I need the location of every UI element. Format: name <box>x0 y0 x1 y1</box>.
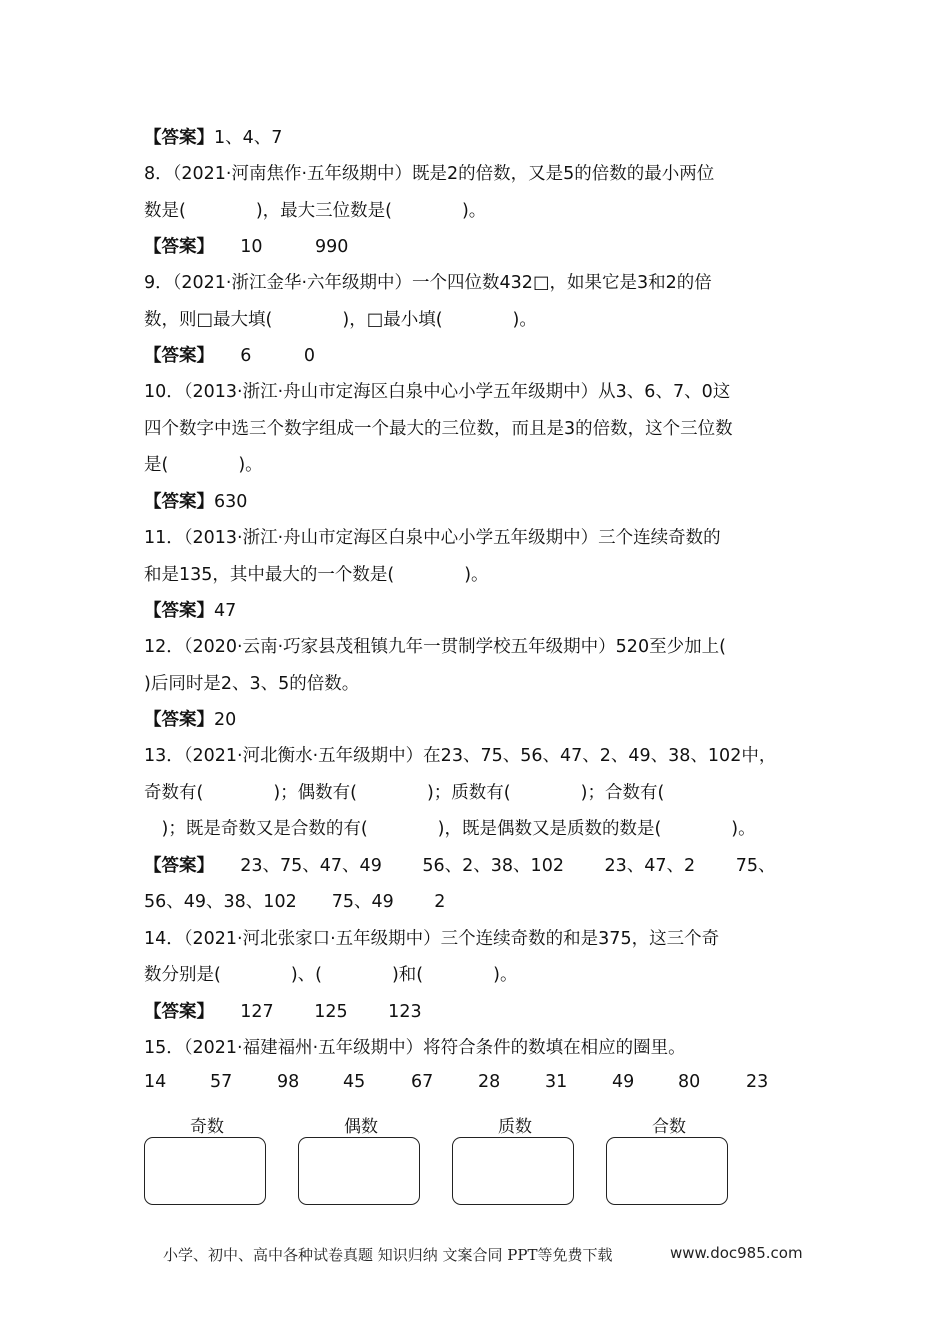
answer-tag: 【答案】 <box>144 346 206 366</box>
answer-line <box>144 854 776 878</box>
number-item: 14 <box>144 1072 167 1092</box>
question-line <box>144 963 517 987</box>
answer-box-even[interactable] <box>298 1137 420 1205</box>
answer-line <box>144 126 282 150</box>
line-text: 和是135，其中最大的一个数是( )。 <box>144 565 489 585</box>
line-text: 13．（2021·河北衡水·五年级期中）在23、75、56、47、2、49、38、102中， <box>144 746 777 766</box>
question-line <box>144 781 664 805</box>
answer-box-composite[interactable] <box>606 1137 728 1205</box>
answer-box-odd[interactable] <box>144 1137 266 1205</box>
line-text: 数是( )，最大三位数是( )。 <box>144 201 487 221</box>
answer-tag: 【答案】 <box>144 601 214 621</box>
line-text: 10．（2013·浙江·舟山市定海区白泉中心小学五年级期中）从3、6、7、0这 <box>144 382 731 402</box>
line-text: 是( )。 <box>144 455 263 475</box>
question-line <box>144 1036 686 1060</box>
number-item: 45 <box>343 1072 366 1092</box>
box-label-composite: 合数 <box>652 1117 686 1137</box>
line-text: 11．（2013·浙江·舟山市定海区白泉中心小学五年级期中）三个连续奇数的 <box>144 528 721 548</box>
footer-text: 小学、初中、高中各种试卷真题 知识归纳 文案合同 PPT等免费下载 <box>163 1246 613 1264</box>
answer-box-prime[interactable] <box>452 1137 574 1205</box>
question-line <box>144 526 721 550</box>
question-line <box>144 672 359 696</box>
line-text: )后同时是2、3、5的倍数。 <box>144 674 360 694</box>
box-label-odd: 奇数 <box>190 1117 224 1137</box>
answer-line <box>144 599 236 623</box>
number-item: 28 <box>478 1072 501 1092</box>
number-list <box>0 1072 950 1096</box>
footer-link[interactable]: www.doc985.com <box>670 1244 803 1262</box>
number-item: 49 <box>612 1072 635 1092</box>
line-text: 数分别是( )、( )和( )。 <box>144 965 518 985</box>
answer-tag: 【答案】 <box>144 710 214 730</box>
answer-line <box>144 235 348 259</box>
question-line <box>144 563 489 587</box>
box-label-prime: 质数 <box>498 1117 532 1137</box>
question-line <box>144 417 733 441</box>
answer-line <box>144 344 315 368</box>
line-text: 23、75、47、49 56、2、38、102 23、47、2 75、 <box>205 856 776 876</box>
question-line <box>144 635 726 659</box>
answer-tag: 【答案】 <box>144 128 214 148</box>
line-text: 8．（2021·河南焦作·五年级期中）既是2的倍数，又是5的倍数的最小两位 <box>144 164 715 184</box>
question-line <box>144 453 263 477</box>
line-text: 数，则□最大填( )，□最小填( )。 <box>144 310 537 330</box>
line-text: 12．（2020·云南·巧家县茂租镇九年一贯制学校五年级期中）520至少加上( <box>144 637 726 657</box>
box-label-even: 偶数 <box>344 1117 378 1137</box>
line-text: 6 0 <box>205 346 316 366</box>
line-text: 1、4、7 <box>214 128 283 148</box>
line-text: 10 990 <box>205 237 349 257</box>
line-text: 四个数字中选三个数字组成一个最大的三位数，而且是3的倍数，这个三位数 <box>144 419 733 439</box>
question-line <box>144 271 712 295</box>
answer-tag: 【答案】 <box>144 856 206 876</box>
question-line <box>144 308 537 332</box>
line-text: 15．（2021·福建福州·五年级期中）将符合条件的数填在相应的圈里。 <box>144 1038 686 1058</box>
answer-tag: 【答案】 <box>144 1002 206 1022</box>
line-text: 20 <box>214 710 237 730</box>
question-line <box>144 817 756 841</box>
line-text: 9．（2021·浙江金华·六年级期中）一个四位数432□，如果它是3和2的倍 <box>144 273 712 293</box>
answer-line <box>144 490 247 514</box>
line-text: 奇数有( )；偶数有( )；质数有( )；合数有( <box>144 783 665 803</box>
line-text: 630 <box>214 492 248 512</box>
question-line <box>144 927 719 951</box>
question-line <box>144 199 486 223</box>
question-line <box>144 380 730 404</box>
question-line <box>144 162 714 186</box>
number-item: 67 <box>411 1072 434 1092</box>
answer-line <box>144 708 236 732</box>
number-item: 23 <box>746 1072 769 1092</box>
line-text: 14．（2021·河北张家口·五年级期中）三个连续奇数的和是375，这三个奇 <box>144 929 720 949</box>
line-text: 127 125 123 <box>205 1002 422 1022</box>
line-text: 56、49、38、102 75、49 2 <box>144 892 446 912</box>
question-line <box>144 744 776 768</box>
answer-line <box>144 1000 422 1024</box>
number-item: 80 <box>678 1072 701 1092</box>
answer-tag: 【答案】 <box>144 237 206 257</box>
number-item: 57 <box>210 1072 233 1092</box>
number-item: 98 <box>277 1072 300 1092</box>
question-line <box>144 890 445 914</box>
number-item: 31 <box>545 1072 568 1092</box>
line-text: )；既是奇数又是合数的有( )，既是偶数又是质数的数是( )。 <box>144 819 756 839</box>
line-text: 47 <box>214 601 237 621</box>
answer-tag: 【答案】 <box>144 492 214 512</box>
